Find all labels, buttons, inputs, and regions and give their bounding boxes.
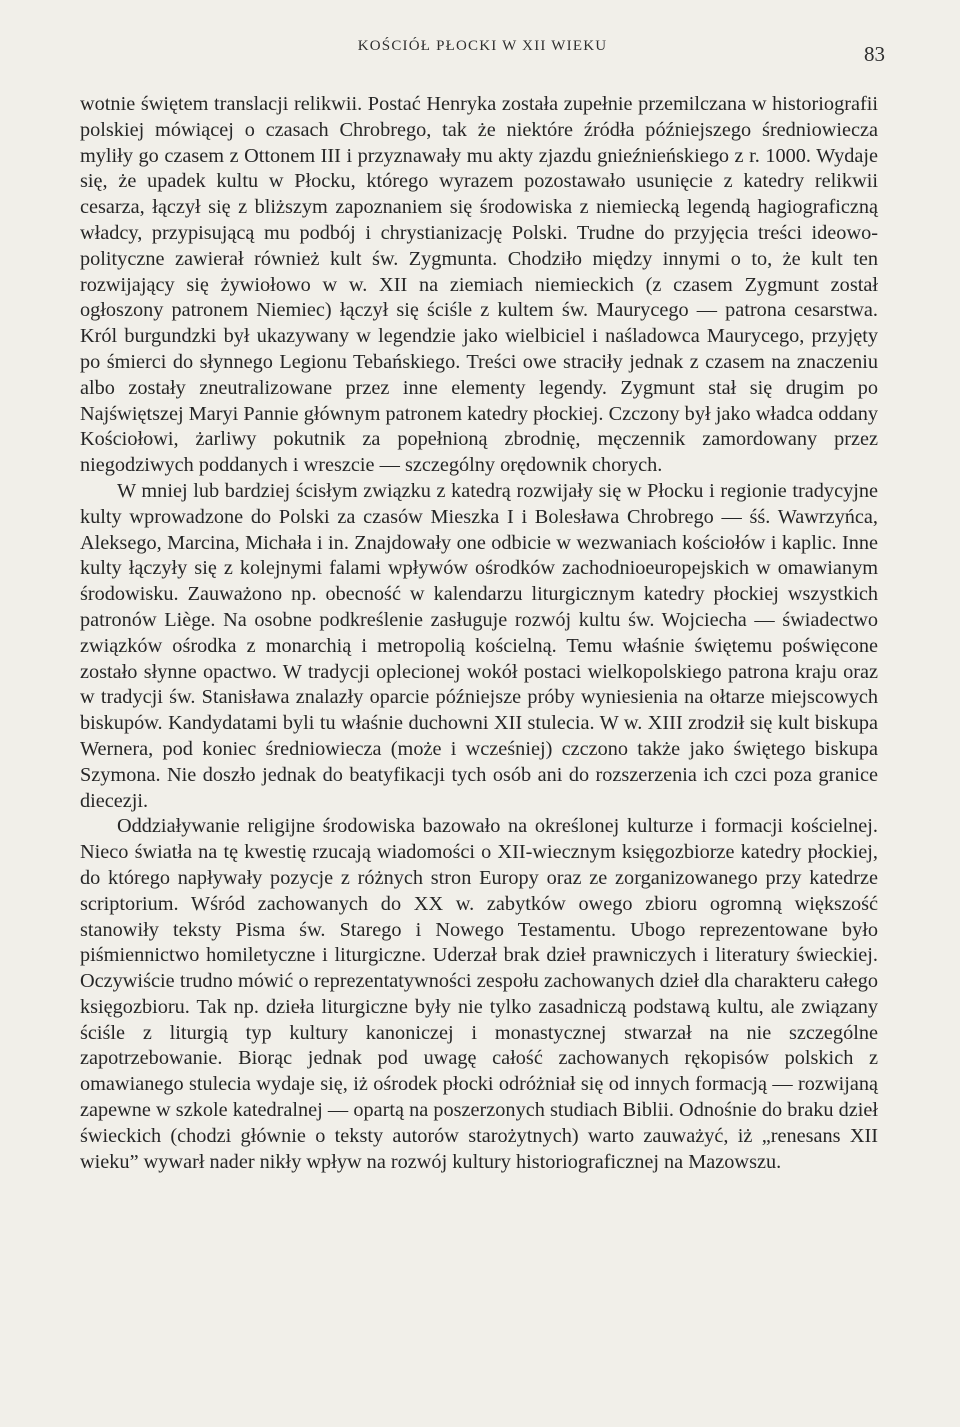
paragraph-continuation: wotnie świętem translacji relikwii. Postać Henryka została zupełnie przemilczana w historiografii polskiej mówiącej o czasach Chrobrego, tak że niektóre źródła późniejszego średniowiecza myliły go czasem z Ottonem III i przyznawały mu akty zjazdu gnieźnieńskiego z r. 1000. Wydaje się, że upadek kultu w Płocku, którego wyrazem pozostawało usunięcie z katedry relikwii cesarza, łączył się z bliższym zapoznaniem się środowiska z niemiecką legendą hagiograficzną władcy, przypisującą mu podbój i chrystianizację Polski. Trudne do przyjęcia treści ideowo-polityczne zawierał również kult św. Zygmunta. Chodziło między innymi o to, że kult ten rozwijający się żywiołowo w w. XII na ziemiach niemieckich (z czasem Zygmunt został ogłoszony patronem Niemiec) łączył się ściśle z kultem św. Maurycego — patrona cesarstwa. Król burgundzki był ukazywany w legendzie jako wielbiciel i naśladowca Maurycego, przyjęty po śmierci do słynnego Legionu Tebańskiego. Treści owe straciły jednak z czasem na znaczeniu albo zostały zneutralizowane przez inne elementy legendy. Zygmunt stał się drugim po Najświętszej Maryi Pannie głównym patronem katedry płockiej. Czczony był jako władca oddany Kościołowi, żarliwy pokutnik za popełnioną zbrodnię, męczennik zamordowany przez niegodziwych poddanych i wreszcie — szczególny orędownik chorych. <box>80 93 878 477</box>
paragraph-cults: W mniej lub bardziej ścisłym związku z katedrą rozwijały się w Płocku i regionie tradycyjne kulty wprowadzone do Polski za czasów Mieszka I i Bolesława Chrobrego — śś. Wawrzyńca, Aleksego, Marcina, Michała i in. Znajdowały one odbicie w wezwaniach kościołów i kaplic. Inne kulty łączyły się z kolejnymi falami wpływów ośrodków zachodnioeuropejskich w omawianym środowisku. Zauważono np. obecność w kalendarzu liturgicznym katedry płockiej wszystkich patronów Liège. Na osobne podkreślenie zasługuje rozwój kultu św. Wojciecha — świadectwo związków ośrodka z monarchią i metropolią kościelną. Temu właśnie świętemu poświęcone zostało słynne opactwo. W tradycji oplecionej wokół postaci wielkopolskiego patrona kraju oraz w tradycji św. Stanisława znalazły oparcie późniejsze próby wyniesienia na ołtarze miejscowych biskupów. Kandydatami byli tu właśnie duchowni XII stulecia. W w. XIII zrodził się kult biskupa Wernera, pod koniec średniowiecza (może i wcześniej) czczono także jako świętego biskupa Szymona. Nie doszło jednak do beatyfikacji tych osób ani do rozszerzenia ich czci poza granice diecezji. <box>80 479 878 812</box>
running-title: KOŚCIÓŁ PŁOCKI W XII WIEKU <box>357 38 608 54</box>
body-text <box>80 92 878 1175</box>
paragraph-library: Oddziaływanie religijne środowiska bazowało na określonej kulturze i formacji kościelnej. Nieco światła na tę kwestię rzucają wiadomości o XII-wiecznym księgozbiorze katedry płockiej, do którego napływały pozycje z różnych stron Europy oraz ze zorganizowanego przy katedrze scriptorium. Wśród zachowanych do XX w. zabytków owego zbioru ogromną większość stanowiły teksty Pisma św. Starego i Nowego Testamentu. Ubogo reprezentowane było piśmiennictwo homiletyczne i liturgiczne. Uderzał brak dzieł prawniczych i literatury świeckiej. Oczywiście trudno mówić o reprezentatywności zespołu zachowanych dzieł dla charakteru całego księgozbioru. Tak np. dzieła liturgiczne były nie tylko zasadniczą podstawą kultu, ale związany ściśle z liturgią typ kultury kanoniczej i monastycznej stwarzał na nie szczególne zapotrzebowanie. Biorąc jednak pod uwagę całość zachowanych rękopisów polskich z omawianego stulecia wydaje się, iż ośrodek płocki odróżniał się od innych formacją — rozwijaną zapewne w szkole katedralnej — opartą na poszerzonych studiach Biblii. Odnośnie do braku dzieł świeckich (chodzi głównie o teksty autorów starożytnych) warto zauważyć, iż „renesans XII wieku” wywarł nader nikły wpływ na rozwój kultury historiograficznej na Mazowszu. <box>80 815 878 1173</box>
page-number: 83 <box>864 42 885 66</box>
running-header <box>80 34 885 64</box>
